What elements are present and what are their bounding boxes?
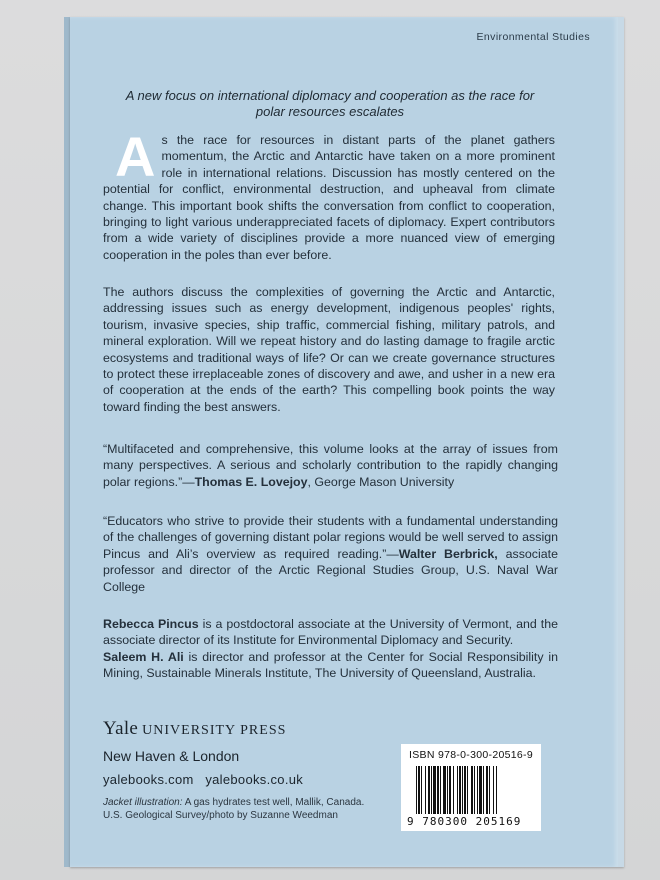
publisher-websites: yalebooks.com yalebooks.co.uk (103, 772, 304, 787)
author-name: Rebecca Pincus (103, 617, 199, 631)
author-bio-text: is director and professor at the Center for Social Responsibility in Mining, Sustainable Minerals Institute, The University of Queensland, Australia. (103, 649, 559, 681)
isbn-text: ISBN 978-0-300-20516-9 (409, 749, 533, 761)
quote-affiliation: , George Mason University (307, 474, 455, 489)
isbn-barcode (401, 744, 541, 831)
quote-author: Thomas E. Lovejoy (194, 474, 308, 489)
credit-line-2: U.S. Geological Survey/photo by Suzanne Weedman (103, 810, 338, 821)
author-bios (103, 616, 558, 682)
publisher-logo (103, 718, 286, 740)
description-paragraph-2: The authors discuss the complexities of governing the Arctic and Antarctic, addressing issues such as energy development, indigenous peoples' rights, tourism, invasive species, ship traffic, commercial fishing, military patrols, and mineral exploration. Will we repeat history and do lasting damage to fragile arctic ecosystems and traditional ways of life? Or can we create governance structures to protect these irreplaceable zones of discovery and awe, and usher in a new era of cooperation at the ends of the earth? This compelling book points the way toward finding the best answers. (103, 285, 555, 414)
publisher-place: New Haven & London (103, 748, 240, 764)
author-name: Saleem H. Ali (103, 649, 184, 664)
description-p1-text: s the race for resources in distant parts of the planet gathers momentum, the Arctic and Antarctic have taken on a more prominent role in international relations. Discussion has mostly centered on the potential for conflict, environmental destruction, and upheaval from climate change. This important book shifts the conversation from conflict to cooperation, bringing to light various underappreciated facets of diplomacy. Expert contributors from a wide variety of disciplines provide a more nuanced view of emerging cooperation in the poles than ever before. (103, 133, 555, 262)
tagline: A new focus on international diplomacy and cooperation as the race for polar resources escalates (125, 88, 535, 119)
author-bio-2 (103, 649, 558, 682)
description-paragraph-1 (103, 125, 555, 263)
quote-affiliation: associate professor and director of the Arctic Regional Studies Group, U.S. Naval War College (103, 546, 558, 594)
quote-text: “Educators who strive to provide their students with a fundamental understanding of the challenges of governing distant polar regions would be well served to assign Pincus and Ali’s overview as required reading.”— (103, 514, 558, 561)
dropcap-letter: A (115, 125, 156, 188)
quote-author: Walter Berbrick, (398, 546, 498, 561)
publisher-name-main: Yale (103, 718, 139, 739)
author-bio-text: is a postdoctoral associate at the University of Vermont, and the associate director of its Institute for Environmental Diplomacy and Security. (103, 617, 558, 648)
endorsement-quote-1 (103, 441, 558, 490)
endorsement-quote-2 (103, 513, 558, 595)
credit-label: Jacket illustration: (103, 797, 183, 808)
barcode-digits: 9 780300 205169 (407, 815, 522, 828)
barcode-bars (416, 766, 532, 814)
jacket-credit (103, 796, 383, 822)
quote-text: “Multifaceted and comprehensive, this volume looks at the array of issues from many perspectives. A serious and scholarly contribution to the rapidly changing polar regions.”— (103, 442, 558, 489)
author-bio-1 (103, 616, 558, 649)
publisher-name-rest: UNIVERSITY PRESS (142, 723, 287, 738)
credit-line-1: A gas hydrates test well, Mallik, Canada. (182, 797, 365, 808)
category-label: Environmental Studies (476, 31, 590, 43)
